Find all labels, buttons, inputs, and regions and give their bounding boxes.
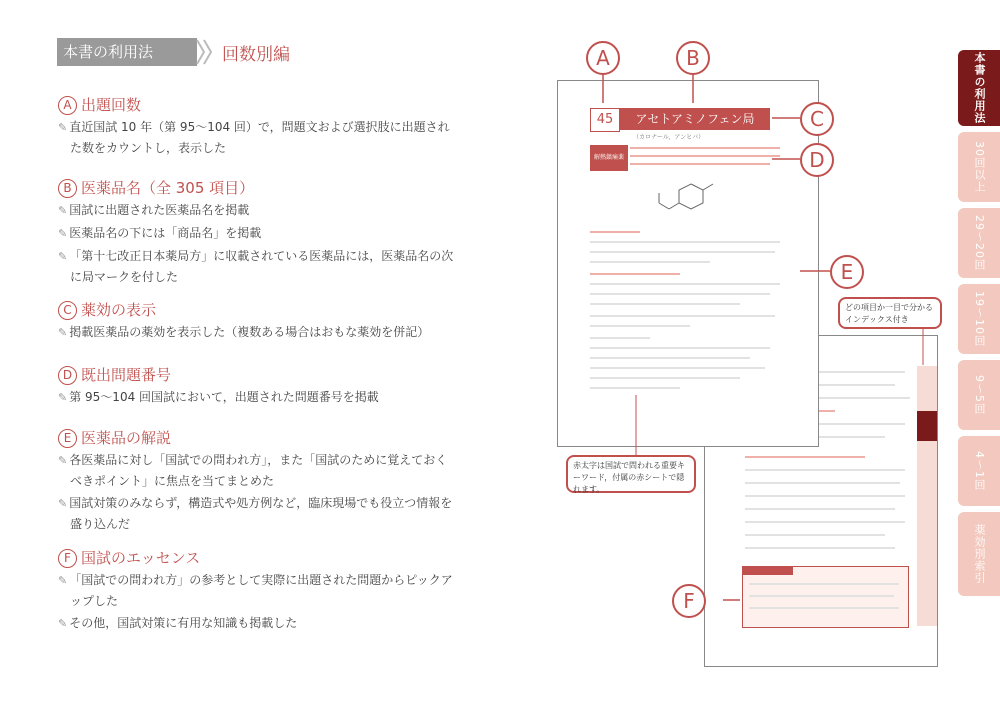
section-title: 医薬品の解説 <box>81 429 172 447</box>
bullet-text: ✎ 掲載医薬品の薬効を表示した（複数ある場合はおもな薬効を併記） <box>58 322 458 343</box>
bullet-text: ✎ 各医薬品に対し「国試での問われ方」，また「国試のために覚えておくべきポイント」に焦点を当てまとめた <box>58 450 458 491</box>
callout-f: F <box>672 584 706 618</box>
tab-30-plus[interactable]: 30回以上 <box>958 132 1000 202</box>
tab-usage[interactable]: 本書の利用法 <box>958 50 1000 126</box>
tab-9-5[interactable]: 9～5回 <box>958 360 1000 430</box>
tab-4-1[interactable]: 4～1回 <box>958 436 1000 506</box>
badge-d: D <box>58 366 77 385</box>
page-subtitle: 回数別編 <box>222 45 290 65</box>
callout-a: A <box>586 41 620 75</box>
section-title: 出題回数 <box>81 96 142 114</box>
tab-efficacy-index[interactable]: 薬効別索引 <box>958 512 1000 596</box>
bullet-text: ✎ 国試対策のみならず，構造式や処方例など，臨床現場でも役立つ情報を盛り込んだ <box>58 493 458 534</box>
badge-f: F <box>58 549 77 568</box>
badge-c: C <box>58 301 77 320</box>
note-index: どの項目か一目で分かるインデックス付き <box>838 297 942 329</box>
bullet-text: ✎ 医薬品名の下には「商品名」を掲載 <box>58 223 458 244</box>
section-title: 国試のエッセンス <box>81 549 201 567</box>
callout-e: E <box>830 255 864 289</box>
drug-number: 45 <box>590 108 620 132</box>
efficacy-box: 解熱鎮痛薬 <box>590 145 628 171</box>
note-red-keywords: 赤太字は国試で問われる重要キーワード，付属の赤シートで隠れます。 <box>566 455 696 493</box>
tab-29-20[interactable]: 29～20回 <box>958 208 1000 278</box>
bullet-text: ✎ 直近国試 10 年（第 95～104 回）で，問題文および選択肢に出題された数をカウントし，表示した <box>58 117 458 158</box>
section-tag: 本書の利用法 <box>57 38 197 66</box>
section-title: 薬効の表示 <box>81 301 157 319</box>
section-title: 医薬品名（全 305 項目） <box>81 179 255 197</box>
bullet-text: ✎ その他，国試対策に有用な知識も掲載した <box>58 613 458 634</box>
bullet-text: ✎ 「国試での問われ方」の参考として実際に出題された問題からピックアップした <box>58 570 458 611</box>
bullet-text: ✎ 第 95～104 回国試において，出題された問題番号を掲載 <box>58 387 458 408</box>
brand-name: （カロナール，アンヒバ） <box>633 134 705 141</box>
bullet-text: ✎ 国試に出題された医薬品名を掲載 <box>58 200 458 221</box>
callout-b: B <box>676 41 710 75</box>
badge-a: A <box>58 96 77 115</box>
drug-name: アセトアミノフェン局 <box>620 108 770 130</box>
bullet-text: ✎ 「第十七改正日本薬局方」に収載されている医薬品には，医薬品名の次に局マークを付した <box>58 246 458 287</box>
callout-c: C <box>800 102 834 136</box>
badge-b: B <box>58 179 77 198</box>
callout-d: D <box>800 143 834 177</box>
tab-19-10[interactable]: 19～10回 <box>958 284 1000 354</box>
section-title: 既出問題番号 <box>81 366 172 384</box>
badge-e: E <box>58 429 77 448</box>
